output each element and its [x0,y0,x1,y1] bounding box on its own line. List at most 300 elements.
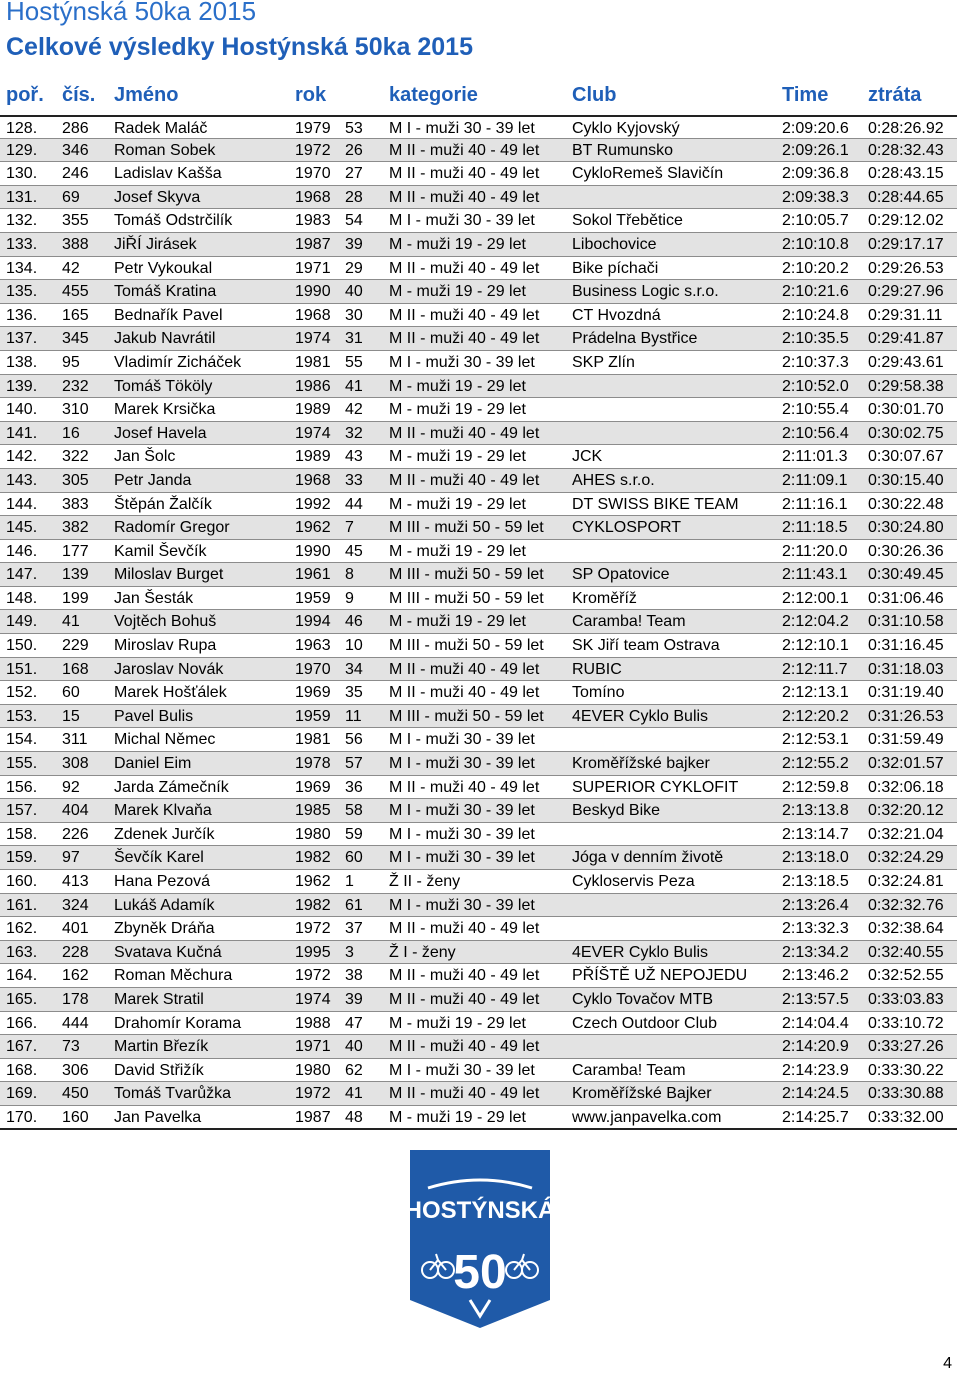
cell-category: M III - muži 50 - 59 let [389,589,544,607]
cell-time: 2:11:16.1 [782,495,848,513]
cell-category-rank: 47 [345,1014,363,1032]
cell-time: 2:14:23.9 [782,1061,849,1079]
table-row [0,917,957,941]
table-row [0,705,957,729]
cell-club: Cyklo Kyjovský [572,120,680,137]
column-header-time: Time [782,84,829,106]
table-row [0,327,957,351]
cell-category-rank: 55 [345,353,363,371]
cell-club: Caramba! Team [572,613,686,631]
cell-rank: 168. [6,1061,38,1079]
cell-category-rank: 9 [345,589,354,607]
cell-year: 1968 [295,188,331,206]
cell-club: Prádelna Bystřice [572,330,698,348]
column-header-name: Jméno [114,84,179,106]
table-row [0,823,957,847]
cell-bib: 15 [62,707,80,725]
table-row [0,610,957,634]
cell-category: M I - muži 30 - 39 let [389,896,535,914]
cell-club: Business Logic s.r.o. [572,283,719,301]
cell-name: Petr Vykoukal [114,259,213,277]
cell-bib: 306 [62,1061,89,1079]
cell-bib: 324 [62,896,89,914]
cell-category-rank: 29 [345,259,363,277]
cell-club: Libochovice [572,235,657,253]
cell-category: M II - muži 40 - 49 let [389,684,540,702]
cell-bib: 95 [62,353,80,371]
cell-year: 1989 [295,448,331,466]
cell-club: Cykloservis Peza [572,873,695,890]
table-row [0,139,957,163]
cell-category: M II - muži 40 - 49 let [389,165,540,183]
cell-time: 2:11:20.0 [782,542,848,560]
table-row [0,870,957,894]
cell-time-loss: 0:32:06.18 [868,778,944,796]
cell-time-loss: 0:29:43.61 [868,353,944,371]
cell-year: 1990 [295,283,331,301]
cell-club: CYKLOSPORT [572,519,682,537]
cell-name: Jan Šolc [114,448,176,466]
cell-name: Lukáš Adamík [114,896,215,914]
cell-rank: 157. [6,802,38,820]
cell-category: M II - muži 40 - 49 let [389,660,540,678]
table-row [0,894,957,918]
cell-rank: 169. [6,1085,38,1103]
table-row [0,846,957,870]
cell-rank: 135. [6,283,38,301]
table-row [0,563,957,587]
table-row [0,728,957,752]
cell-time-loss: 0:30:26.36 [868,542,944,560]
cell-time-loss: 0:31:26.53 [868,707,944,725]
cell-name: Ševčík Karel [114,849,204,867]
cell-time-loss: 0:31:59.49 [868,731,944,749]
cell-name: Bednařík Pavel [114,306,223,324]
cell-category: M II - muži 40 - 49 let [389,330,540,348]
cell-category: M II - muži 40 - 49 let [389,778,540,796]
cell-bib: 382 [62,519,89,537]
cell-rank: 165. [6,990,38,1008]
table-row [0,516,957,540]
column-header-ztrata: ztráta [868,84,922,106]
cell-category: M III - muži 50 - 59 let [389,519,544,537]
cell-bib: 162 [62,967,89,985]
cell-bib: 160 [62,1108,89,1126]
cell-bib: 404 [62,802,89,820]
cell-rank: 149. [6,613,38,631]
cell-year: 1983 [295,212,331,230]
cell-time: 2:12:04.2 [782,613,849,631]
table-row [0,115,957,139]
cell-category: M I - muži 30 - 39 let [389,825,535,843]
table-header [0,84,957,112]
cell-category-rank: 26 [345,141,363,159]
cell-category: M II - muži 40 - 49 let [389,424,540,442]
cell-name: Zdenek Jurčík [114,825,215,843]
cell-bib: 455 [62,283,89,301]
cell-category-rank: 43 [345,448,363,466]
cell-time: 2:09:38.3 [782,188,849,206]
cell-bib: 383 [62,495,89,513]
cell-club: CT Hvozdná [572,306,661,324]
cell-category: M I - muži 30 - 39 let [389,731,535,749]
cell-bib: 401 [62,920,89,938]
cell-name: Jakub Navrátil [114,330,216,348]
cell-time-loss: 0:32:32.76 [868,896,944,914]
cell-time-loss: 0:32:24.29 [868,849,944,867]
table-row [0,422,957,446]
cell-name: Svatava Kučná [114,943,222,961]
cell-bib: 311 [62,731,88,749]
svg-text:50: 50 [453,1246,507,1299]
cell-name: Štěpán Žalčík [114,495,212,513]
cell-year: 1963 [295,637,331,655]
cell-time-loss: 0:29:12.02 [868,212,944,230]
cell-rank: 145. [6,519,38,537]
cell-category-rank: 42 [345,401,363,419]
cell-time: 2:10:10.8 [782,235,849,253]
cell-bib: 246 [62,165,89,183]
cell-rank: 167. [6,1038,38,1056]
cell-category: M - muži 19 - 29 let [389,1014,526,1032]
cell-rank: 156. [6,778,38,796]
cell-category: M - muži 19 - 29 let [389,377,526,395]
cell-rank: 140. [6,401,38,419]
cell-category: M II - muži 40 - 49 let [389,471,540,489]
cell-category-rank: 1 [345,873,354,890]
cell-rank: 129. [6,141,38,159]
cell-category: M II - muži 40 - 49 let [389,306,540,324]
cell-club: Jóga v denním životě [572,849,724,867]
cell-name: Marek Klvaňa [114,802,212,820]
cell-year: 1995 [295,943,331,961]
cell-club: RUBIC [572,660,622,678]
cell-time: 2:14:25.7 [782,1108,849,1126]
cell-year: 1959 [295,707,331,725]
cell-name: Roman Měchura [114,967,233,985]
cell-time-loss: 0:30:01.70 [868,401,944,419]
cell-rank: 131. [6,188,38,206]
cell-year: 1969 [295,778,331,796]
cell-time: 2:14:24.5 [782,1085,849,1103]
cell-bib: 444 [62,1014,89,1032]
cell-bib: 199 [62,589,89,607]
cell-year: 1972 [295,141,331,159]
cell-category: M II - muži 40 - 49 let [389,990,540,1008]
cell-category-rank: 57 [345,755,363,773]
cell-bib: 322 [62,448,89,466]
cell-category: Ž II - ženy [389,873,461,890]
cell-bib: 310 [62,401,89,419]
table-row [0,1012,957,1036]
cell-year: 1981 [295,353,331,371]
cell-rank: 166. [6,1014,38,1032]
cell-year: 1971 [295,259,331,277]
cell-bib: 232 [62,377,89,395]
cell-club: SUPERIOR CYKLOFIT [572,778,739,796]
cell-name: Jan Šesták [114,589,194,607]
cell-category-rank: 41 [345,1085,363,1103]
cell-time: 2:11:01.3 [782,448,848,466]
table-row [0,776,957,800]
cell-club: DT SWISS BIKE TEAM [572,495,739,513]
cell-category: M II - muži 40 - 49 let [389,920,540,938]
column-header-rok: rok [295,84,327,106]
cell-category-rank: 27 [345,165,363,183]
cell-rank: 160. [6,873,38,890]
cell-time-loss: 0:28:44.65 [868,188,944,206]
cell-time-loss: 0:30:07.67 [868,448,944,466]
cell-category-rank: 61 [345,896,363,914]
cell-category: M - muži 19 - 29 let [389,235,526,253]
cell-rank: 154. [6,731,38,749]
table-row [0,398,957,422]
cell-time: 2:10:55.4 [782,401,849,419]
cell-bib: 345 [62,330,89,348]
cell-time-loss: 0:29:31.11 [868,306,943,324]
page-title: Celkové výsledky Hostýnská 50ka 2015 [6,33,473,61]
cell-time-loss: 0:28:26.92 [868,120,944,137]
cell-year: 1982 [295,896,331,914]
cell-year: 1985 [295,802,331,820]
table-row [0,445,957,469]
cell-name: Martin Březík [114,1038,209,1056]
cell-rank: 152. [6,684,38,702]
cell-club: SK Jiří team Ostrava [572,637,720,655]
cell-name: Michal Němec [114,731,216,749]
cell-category: M II - muži 40 - 49 let [389,141,540,159]
table-row [0,186,957,210]
cell-year: 1980 [295,1061,331,1079]
cell-rank: 133. [6,235,38,253]
cell-category-rank: 46 [345,613,363,631]
cell-time-loss: 0:32:38.64 [868,920,944,938]
cell-year: 1961 [295,566,331,584]
cell-category: M II - muži 40 - 49 let [389,967,540,985]
cell-category: M I - muži 30 - 39 let [389,120,535,137]
cell-time: 2:13:14.7 [782,825,849,843]
cell-time-loss: 0:31:19.40 [868,684,944,702]
cell-time-loss: 0:32:24.81 [868,873,944,890]
cell-bib: 97 [62,849,80,867]
cell-rank: 164. [6,967,38,985]
table-row [0,1106,957,1130]
cell-name: Vojtěch Bohuš [114,613,217,631]
cell-rank: 147. [6,566,38,584]
cell-time-loss: 0:29:58.38 [868,377,944,395]
cell-category-rank: 30 [345,306,363,324]
cell-year: 1981 [295,731,331,749]
cell-category: M I - muži 30 - 39 let [389,353,535,371]
cell-year: 1989 [295,401,331,419]
cell-category-rank: 28 [345,188,363,206]
cell-name: Kamil Ševčík [114,542,207,560]
cell-time: 2:11:09.1 [782,471,848,489]
cell-category-rank: 48 [345,1108,363,1126]
cell-time: 2:12:59.8 [782,778,849,796]
cell-category-rank: 32 [345,424,363,442]
table-row [0,964,957,988]
cell-time-loss: 0:29:26.53 [868,259,944,277]
cell-category-rank: 44 [345,495,363,513]
table-row [0,1035,957,1059]
cell-rank: 153. [6,707,38,725]
cell-category: M III - muži 50 - 59 let [389,566,544,584]
table-row [0,233,957,257]
cell-year: 1986 [295,377,331,395]
cell-time-loss: 0:33:30.88 [868,1085,944,1103]
cell-year: 1978 [295,755,331,773]
cell-category-rank: 36 [345,778,363,796]
cell-bib: 92 [62,778,80,796]
cell-club: Cyklo Tovačov MTB [572,990,714,1008]
cell-year: 1972 [295,1085,331,1103]
cell-time: 2:12:53.1 [782,731,849,749]
table-row [0,634,957,658]
cell-time: 2:12:55.2 [782,755,849,773]
table-row [0,587,957,611]
cell-category-rank: 58 [345,802,363,820]
cell-time-loss: 0:33:03.83 [868,990,944,1008]
cell-time-loss: 0:32:40.55 [868,943,944,961]
cell-bib: 42 [62,259,80,277]
cell-bib: 308 [62,755,89,773]
cell-bib: 16 [62,424,80,442]
cell-year: 1968 [295,471,331,489]
cell-time: 2:12:00.1 [782,589,849,607]
cell-year: 1987 [295,235,331,253]
cell-time: 2:14:20.9 [782,1038,849,1056]
cell-time: 2:13:13.8 [782,802,849,820]
cell-bib: 355 [62,212,89,230]
table-row [0,1059,957,1083]
table-row [0,988,957,1012]
cell-time: 2:12:20.2 [782,707,849,725]
cell-category: M - muži 19 - 29 let [389,283,526,301]
cell-time: 2:13:34.2 [782,943,849,961]
cell-time: 2:13:18.5 [782,873,849,890]
cell-bib: 178 [62,990,89,1008]
cell-time: 2:13:18.0 [782,849,849,867]
cell-year: 1974 [295,424,331,442]
cell-time-loss: 0:33:32.00 [868,1108,944,1126]
svg-text:HOSTÝNSKÁ: HOSTÝNSKÁ [404,1197,556,1224]
cell-time-loss: 0:29:17.17 [868,235,944,253]
cell-year: 1994 [295,613,331,631]
cell-time-loss: 0:32:52.55 [868,967,944,985]
cell-rank: 128. [6,120,38,137]
cell-rank: 155. [6,755,38,773]
cell-name: Marek Stratil [114,990,204,1008]
cell-time: 2:10:56.4 [782,424,849,442]
cell-rank: 148. [6,589,38,607]
cell-name: Zbyněk Dráňa [114,920,215,938]
cell-category: Ž I - ženy [389,943,456,961]
cell-time: 2:10:20.2 [782,259,849,277]
cell-time: 2:12:11.7 [782,660,848,678]
cell-year: 1987 [295,1108,331,1126]
cell-category-rank: 54 [345,212,363,230]
cell-year: 1968 [295,306,331,324]
cell-name: Roman Sobek [114,141,216,159]
cell-category-rank: 38 [345,967,363,985]
cell-club: 4EVER Cyklo Bulis [572,707,709,725]
cell-bib: 229 [62,637,89,655]
cell-name: Josef Havela [114,424,207,442]
cell-name: Radek Maláč [114,120,208,137]
cell-time: 2:11:18.5 [782,519,848,537]
cell-rank: 146. [6,542,38,560]
cell-time-loss: 0:30:22.48 [868,495,944,513]
cell-name: Petr Janda [114,471,192,489]
cell-year: 1974 [295,330,331,348]
cell-category: M I - muži 30 - 39 let [389,1061,535,1079]
cell-name: Radomír Gregor [114,519,230,537]
cell-rank: 141. [6,424,38,442]
cell-rank: 136. [6,306,38,324]
cell-category-rank: 40 [345,1038,363,1056]
cell-category: M II - muži 40 - 49 let [389,1038,540,1056]
cell-rank: 151. [6,660,38,678]
cell-category-rank: 8 [345,566,354,584]
cell-year: 1972 [295,920,331,938]
cell-club: Beskyd Bike [572,802,661,820]
cell-bib: 165 [62,306,89,324]
cell-category: M III - muži 50 - 59 let [389,637,544,655]
table-row [0,752,957,776]
cell-year: 1969 [295,684,331,702]
column-header-kategorie: kategorie [389,84,478,106]
column-header-por: poř. [6,84,44,106]
results-table [0,115,957,1130]
cell-name: Miloslav Burget [114,566,224,584]
cell-bib: 413 [62,873,89,890]
cell-bib: 73 [62,1038,80,1056]
cell-time: 2:13:26.4 [782,896,849,914]
site-title: Hostýnská 50ka 2015 [6,0,257,26]
cell-year: 1974 [295,990,331,1008]
cell-time: 2:10:52.0 [782,377,849,395]
cell-name: Marek Krsička [114,401,216,419]
cell-year: 1972 [295,967,331,985]
cell-category-rank: 60 [345,849,363,867]
cell-bib: 388 [62,235,89,253]
table-row [0,941,957,965]
cell-time: 2:12:13.1 [782,684,849,702]
cell-name: Tomáš Tvarůžka [114,1085,232,1103]
cell-time-loss: 0:30:02.75 [868,424,944,442]
cell-category: M II - muži 40 - 49 let [389,259,540,277]
cell-time-loss: 0:32:21.04 [868,825,944,843]
table-row [0,375,957,399]
table-row [0,493,957,517]
cell-rank: 143. [6,471,38,489]
table-row [0,257,957,281]
cell-category-rank: 41 [345,377,363,395]
cell-category: M III - muži 50 - 59 let [389,707,544,725]
cell-year: 1970 [295,660,331,678]
cell-category-rank: 53 [345,120,363,137]
cell-time-loss: 0:29:41.87 [868,330,944,348]
cell-bib: 139 [62,566,89,584]
cell-name: Jan Pavelka [114,1108,202,1126]
cell-year: 1979 [295,120,331,137]
cell-bib: 177 [62,542,89,560]
cell-category-rank: 34 [345,660,363,678]
cell-year: 1990 [295,542,331,560]
cell-category-rank: 56 [345,731,363,749]
cell-time: 2:14:04.4 [782,1014,849,1032]
